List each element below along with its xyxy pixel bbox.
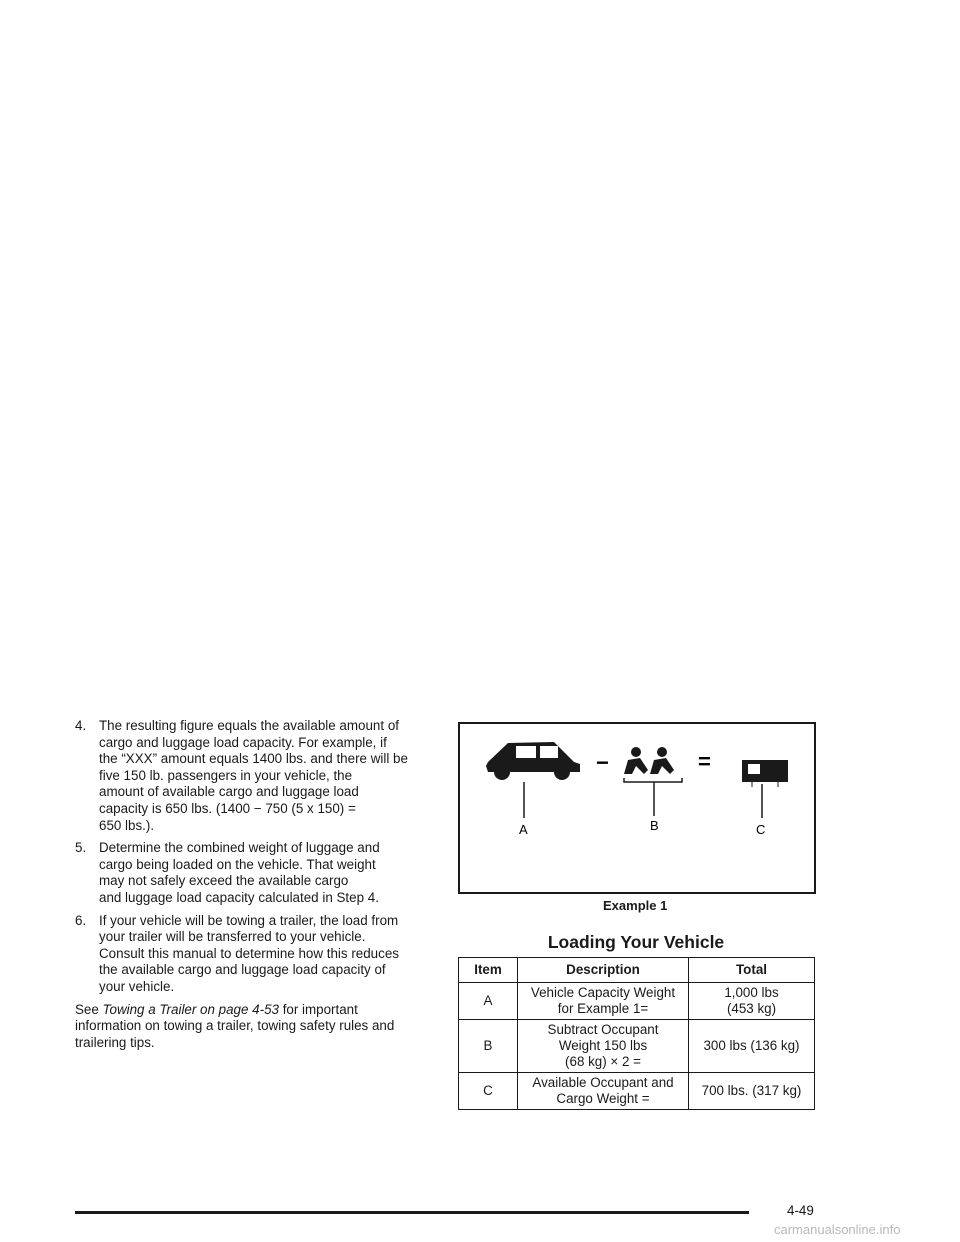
step-number: 6. bbox=[75, 912, 87, 928]
page-number: 4-49 bbox=[787, 1203, 814, 1218]
minus-sign: − bbox=[596, 750, 609, 775]
instructions-column bbox=[75, 718, 437, 1051]
see-reference-paragraph bbox=[75, 1002, 437, 1052]
car-icon bbox=[486, 742, 580, 780]
total-line: (453 kg) bbox=[726, 1001, 777, 1016]
cell-total bbox=[689, 1073, 815, 1110]
step-line: cargo being loaded on the vehicle. That weight bbox=[99, 856, 376, 872]
step-line: The resulting figure equals the available amount of bbox=[99, 718, 399, 733]
total-line: 300 lbs (136 kg) bbox=[703, 1038, 800, 1053]
cell-description bbox=[518, 1020, 689, 1073]
step-4 bbox=[75, 718, 437, 834]
header-total: Total bbox=[689, 958, 815, 983]
header-description: Description bbox=[518, 958, 689, 983]
step-line: If your vehicle will be towing a trailer, the load from bbox=[99, 912, 399, 928]
header-item: Item bbox=[459, 958, 518, 983]
towing-reference-link[interactable]: Towing a Trailer on page 4-53 bbox=[102, 1001, 279, 1017]
step-number: 5. bbox=[75, 840, 87, 856]
desc-line: for Example 1= bbox=[557, 1001, 649, 1016]
cell-description bbox=[518, 983, 689, 1020]
occupants-bracket bbox=[624, 778, 682, 782]
cell-total bbox=[689, 1020, 815, 1073]
table-row bbox=[459, 1073, 815, 1110]
step-line: your vehicle. bbox=[99, 978, 175, 994]
step-line: the “XXX” amount equals 1400 lbs. and there will be bbox=[99, 751, 408, 767]
label-b: B bbox=[650, 818, 659, 833]
occupants-icon bbox=[624, 747, 674, 774]
equals-sign: = bbox=[698, 749, 711, 774]
cell-description bbox=[518, 1073, 689, 1110]
loading-table bbox=[458, 957, 815, 1110]
desc-line: Subtract Occupant bbox=[547, 1022, 659, 1037]
step-line: Determine the combined weight of luggage and bbox=[99, 840, 380, 856]
cell-item: A bbox=[459, 983, 518, 1020]
step-line: the available cargo and luggage load capacity of bbox=[99, 962, 386, 978]
footer-rule bbox=[75, 1211, 749, 1214]
table-row bbox=[459, 1020, 815, 1073]
desc-line: Vehicle Capacity Weight bbox=[530, 985, 676, 1000]
table-title: Loading Your Vehicle bbox=[547, 932, 725, 952]
step-6 bbox=[75, 913, 437, 996]
desc-line: Available Occupant and bbox=[532, 1075, 674, 1090]
step-number: 4. bbox=[75, 718, 87, 733]
table-header-row bbox=[459, 958, 815, 983]
desc-line: Cargo Weight = bbox=[556, 1091, 650, 1106]
step-line: 650 lbs.). bbox=[99, 817, 155, 833]
step-line: Consult this manual to determine how this reduces bbox=[99, 945, 399, 961]
total-line: 1,000 lbs bbox=[724, 985, 779, 1000]
loading-diagram bbox=[460, 724, 814, 892]
step-line: five 150 lb. passengers in your vehicle, the bbox=[99, 767, 353, 783]
desc-line: (68 kg) × 2 = bbox=[565, 1054, 641, 1069]
see-suffix: for important bbox=[278, 1001, 358, 1017]
see-line: trailering tips. bbox=[75, 1034, 155, 1050]
step-line: your trailer will be transferred to your vehicle. bbox=[99, 929, 366, 945]
step-line: may not safely exceed the available cargo bbox=[99, 873, 349, 889]
table-row bbox=[459, 983, 815, 1020]
step-line: and luggage load capacity calculated in Step 4. bbox=[99, 889, 379, 905]
label-c: C bbox=[756, 822, 766, 837]
step-5 bbox=[75, 840, 437, 906]
cell-total bbox=[689, 983, 815, 1020]
watermark: carmanualsonline.info bbox=[774, 1222, 901, 1237]
total-line: 700 lbs. (317 kg) bbox=[701, 1083, 802, 1098]
step-line: cargo and luggage load capacity. For example, if bbox=[99, 734, 387, 750]
step-line: capacity is 650 lbs. (1400 − 750 (5 x 150) = bbox=[99, 800, 356, 816]
cell-item: B bbox=[459, 1020, 518, 1073]
see-line: information on towing a trailer, towing safety rules and bbox=[75, 1018, 395, 1034]
cell-item: C bbox=[459, 1073, 518, 1110]
figure-caption: Example 1 bbox=[603, 898, 668, 913]
desc-line: Weight 150 lbs bbox=[558, 1038, 648, 1053]
see-prefix: See bbox=[75, 1001, 103, 1017]
loading-example-figure bbox=[458, 722, 816, 894]
step-line: amount of available cargo and luggage load bbox=[99, 784, 359, 800]
label-a: A bbox=[519, 822, 528, 837]
cargo-icon bbox=[742, 760, 788, 787]
